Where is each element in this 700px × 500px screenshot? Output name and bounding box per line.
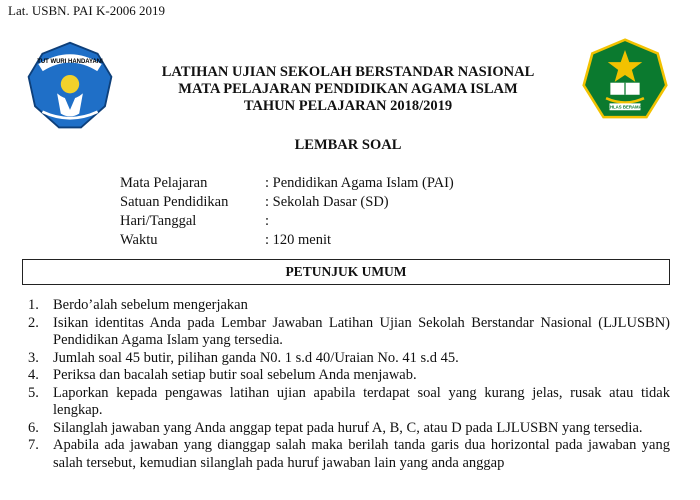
sheet-title: LEMBAR SOAL [294, 137, 402, 153]
heading-line-2: MATA PELAJARAN PENDIDIKAN AGAMA ISLAM [178, 81, 518, 97]
heading-line-3: TAHUN PELAJARAN 2018/2019 [243, 98, 453, 114]
item-number: 1. [28, 297, 39, 313]
item-number: 6. [28, 419, 39, 436]
info-row-time [120, 231, 454, 250]
info-value: : [265, 213, 270, 229]
info-label: Waktu [120, 232, 158, 248]
item-text: Silanglah jawaban yang Anda anggap tepat pada huruf A, B, C, atau D pada LJLUSBN yang tersedia. [53, 419, 643, 436]
instructions-title: PETUNJUK UMUM [285, 264, 407, 279]
item-text: Laporkan kepada pengawas latihan ujian apabila terdapat soal yang kurang jelas, rusak atau tidak lengkap. [53, 384, 670, 418]
item-text: Isikan identitas Anda pada Lembar Jawaban Latihan Ujian Sekolah Berstandar Nasional (LJLUSBN) Pendidikan Agama Islam yang tersedia. [53, 314, 670, 348]
logo-left-text: TUT WURI HANDAYANI [37, 59, 103, 65]
list-item [28, 297, 670, 315]
info-row-subject [120, 174, 454, 193]
item-number: 5. [28, 384, 39, 401]
item-number: 7. [28, 437, 39, 453]
document-heading [118, 64, 578, 115]
info-value: : Pendidikan Agama Islam (PAI) [265, 175, 454, 191]
kementerian-agama-logo [582, 38, 668, 124]
info-label: Hari/Tanggal [120, 213, 197, 229]
list-item [28, 437, 670, 472]
instructions-title-box [22, 259, 670, 285]
info-row-date [120, 212, 454, 231]
info-value: : 120 menit [265, 232, 332, 248]
item-number: 4. [28, 367, 39, 383]
item-text: Berdo’alah sebelum mengerjakan [53, 297, 248, 313]
document-code: Lat. USBN. PAI K-2006 2019 [8, 3, 165, 18]
item-text: Periksa dan bacalah setiap butir soal sebelum Anda menjawab. [53, 367, 417, 383]
heading-line-1: LATIHAN UJIAN SEKOLAH BERSTANDAR NASIONAL [161, 64, 535, 80]
info-value: : Sekolah Dasar (SD) [265, 194, 389, 210]
logo-right-text: IKHLAS BERAMAL [605, 104, 645, 110]
info-label: Mata Pelajaran [120, 175, 208, 191]
instructions-list [28, 297, 670, 472]
info-label: Satuan Pendidikan [120, 194, 229, 210]
list-item [28, 315, 670, 350]
list-item [28, 385, 670, 420]
list-item [28, 367, 670, 385]
list-item [28, 350, 670, 368]
list-item [28, 420, 670, 438]
item-text: Apabila ada jawaban yang dianggap salah maka berilah tanda garis dua horizontal pada jawaban yang salah tersebut, kemudian silanglah pada huruf jawaban lain yang anda anggap [53, 437, 670, 471]
exam-info [120, 174, 454, 250]
item-number: 2. [28, 314, 39, 331]
item-number: 3. [28, 349, 39, 366]
info-row-level [120, 193, 454, 212]
tut-wuri-handayani-logo [24, 40, 116, 132]
item-text: Jumlah soal 45 butir, pilihan ganda N0. 1 s.d 40/Uraian No. 41 s.d 45. [53, 349, 459, 366]
